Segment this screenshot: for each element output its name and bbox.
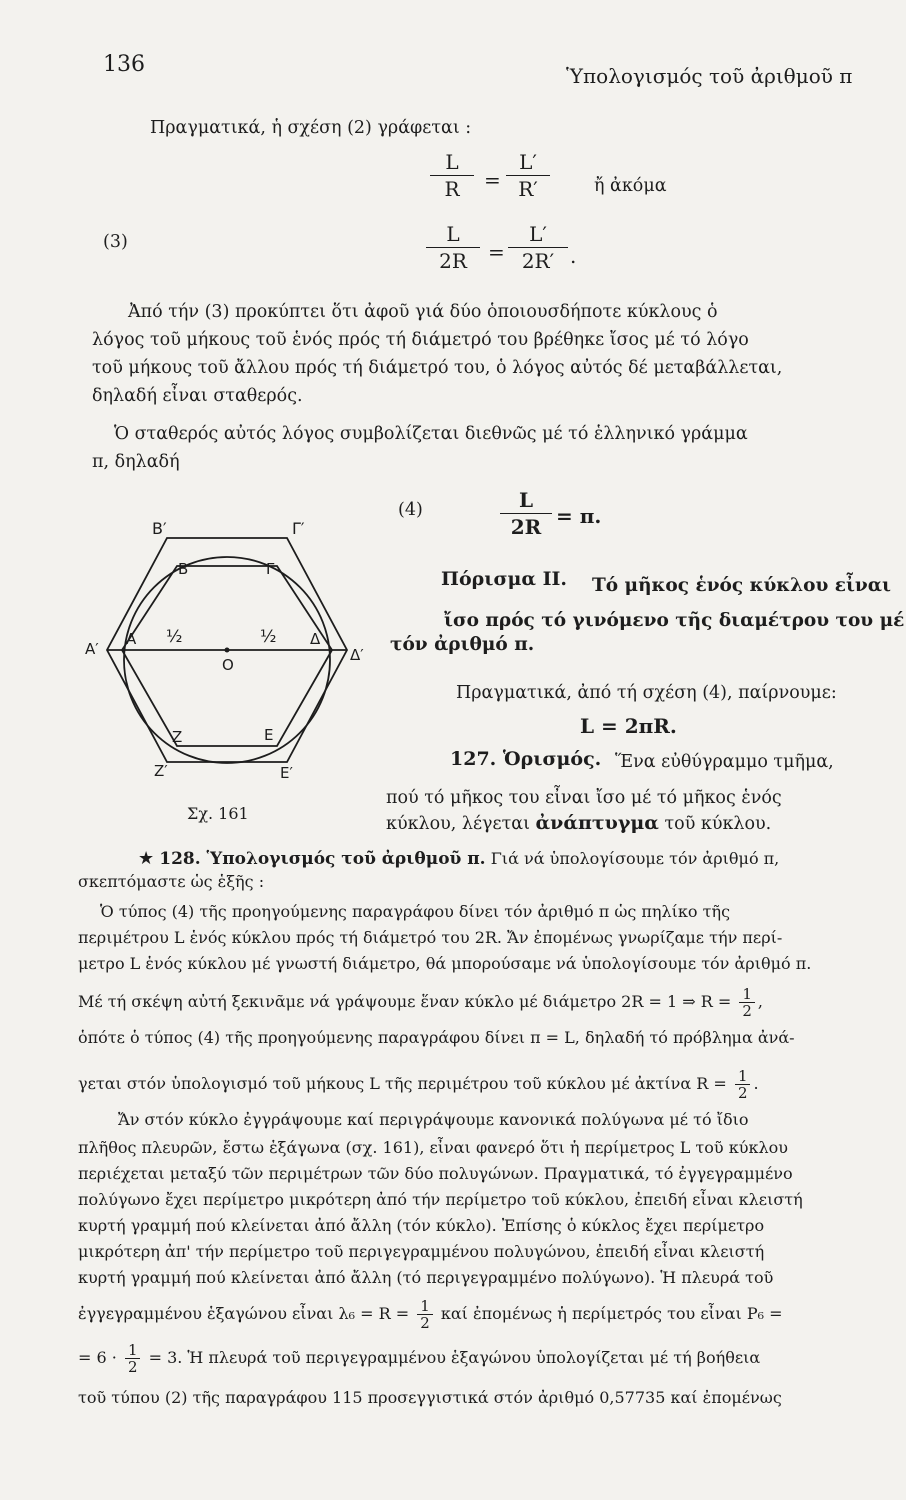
label-A-prime: A′: [85, 640, 99, 658]
period: .: [753, 1074, 759, 1093]
fraction-one-half: [417, 1298, 433, 1331]
definition-line: πού τό μῆκος του εἶναι ἴσο μέ τό μῆκος ἑνός: [386, 788, 782, 808]
paragraph-line: π, δηλαδή: [92, 452, 180, 472]
frac-den: 2: [737, 1084, 748, 1102]
definition-tail: τοῦ κύκλου.: [664, 814, 772, 834]
star-icon: ★: [138, 848, 155, 869]
section-line: περιέχεται μεταξύ τῶν περιμέτρων τῶν δύο πολυγώνων. Πραγματικά, τό ἐγγεγραμμένο: [78, 1164, 793, 1183]
section-text: καί ἐπομένως ἡ περίμετρός του εἶναι P₆ =: [440, 1304, 783, 1323]
frac-num: L′: [519, 150, 537, 174]
label-E: E: [264, 726, 274, 744]
intro-line: Πραγματικά, ἡ σχέση (2) γράφεται :: [150, 118, 472, 138]
section-128-heading: [138, 848, 779, 869]
section-text: Μέ τή σκέψη αὐτή ξεκινᾶμε νά γράψουμε ἕναν κύκλο μέ διάμετρο 2R = 1 ⇒ R =: [78, 992, 732, 1011]
frac-num: 1: [742, 985, 752, 1003]
section-text: ἐγγεγραμμένου ἑξαγώνου εἶναι λ₆ = R =: [78, 1304, 410, 1323]
hexagon-circle-figure: [82, 510, 372, 830]
corollary-line: ἴσο πρός τό γινόμενο τῆς διαμέτρου του μέ: [444, 610, 905, 631]
fraction-one-half: [735, 1068, 751, 1101]
label-G: Γ: [266, 560, 275, 578]
paragraph-line: τοῦ μήκους τοῦ ἄλλου πρός τή διάμετρό του, ὁ λόγος αὐτός δέ μεταβάλλεται,: [92, 358, 783, 378]
section-line: Ἄν στόν κύκλο ἐγγράψουμε καί περιγράψουμε κανονικά πολύγωνα μέ τό ἴδιο: [118, 1110, 749, 1129]
equation-label-3: (3): [103, 232, 128, 252]
fraction-Lp-over-2Rp: [508, 222, 568, 273]
section-line: τοῦ τύπου (2) τῆς παραγράφου 115 προσεγγιστικά στόν ἀριθμό 0,57735 καί ἐπομένως: [78, 1388, 782, 1407]
definition-term: ἀνάπτυγμα: [535, 812, 659, 834]
corollary-formula: L = 2πR.: [580, 714, 677, 738]
section-text: γεται στόν ὑπολογισμό τοῦ μήκους L τῆς περιμέτρου τοῦ κύκλου μέ ἀκτίνα R =: [78, 1074, 727, 1093]
frac-num: L: [445, 150, 459, 174]
label-B: B: [178, 560, 189, 578]
period: .: [570, 244, 577, 268]
section-line-with-fraction: [78, 1068, 759, 1101]
section-text: = 6 ·: [78, 1348, 117, 1367]
section-line-with-fraction: [78, 1298, 782, 1331]
section-line: μετρο L ἑνός κύκλου μέ γνωστή διάμετρο, θά μπορούσαμε νά ὑπολογίσουμε τόν ἀριθμό π.: [78, 954, 812, 973]
frac-bar: [426, 247, 480, 248]
fraction-Lp-over-Rp: [506, 150, 550, 201]
fraction-L-over-R: [430, 150, 474, 201]
or-still-text: ἤ ἀκόμα: [594, 176, 667, 196]
corollary-proof: Πραγματικά, ἀπό τή σχέση (4), παίρνουμε:: [456, 683, 837, 703]
frac-num: L: [446, 222, 460, 246]
fraction-one-half: [739, 986, 755, 1019]
section-line: Ὁ τύπος (4) τῆς προηγούμενης παραγράφου δίνει τόν ἀριθμό π ὡς πηλίκο τῆς: [100, 902, 731, 921]
frac-den: 2: [742, 1002, 752, 1020]
section-line: σκεπτόμαστε ὡς ἑξῆς :: [78, 872, 265, 891]
section-line-with-fraction: [78, 1342, 760, 1375]
figure-caption: Σχ. 161: [187, 804, 249, 823]
page-number: 136: [103, 52, 145, 77]
fraction-L-over-2R-bold: [500, 488, 552, 539]
definition-line: Ἕνα εὐθύγραμμο τμῆμα,: [615, 752, 834, 772]
corollary-title: Πόρισμα II.: [441, 568, 567, 590]
frac-den: 2R′: [521, 249, 555, 273]
label-B-prime: B′: [152, 519, 167, 538]
label-D: Δ: [310, 630, 321, 648]
label-D-prime: Δ′: [350, 646, 364, 664]
section-title: 128. Ὑπολογισμός τοῦ ἀριθμοῦ π.: [159, 849, 486, 869]
label-E-prime: E′: [280, 764, 293, 782]
frac-den: 2R: [439, 249, 467, 273]
label-Z-prime: Z′: [154, 762, 168, 780]
label-half-right: ½: [260, 627, 277, 647]
equals-sign: =: [484, 168, 501, 192]
center-point: [225, 648, 230, 653]
frac-bar: [500, 513, 552, 514]
frac-bar: [430, 175, 474, 176]
paragraph-line: Ὁ σταθερός αὐτός λόγος συμβολίζεται διεθνῶς μέ τό ἑλληνικό γράμμα: [114, 424, 748, 444]
label-G-prime: Γ′: [292, 519, 305, 538]
paragraph-line: λόγος τοῦ μήκους τοῦ ἑνός πρός τή διάμετρό του βρέθηκε ἴσος μέ τό λόγο: [92, 330, 749, 350]
corollary-line: Τό μῆκος ἑνός κύκλου εἶναι: [592, 575, 891, 596]
section-line: πολύγωνο ἔχει περίμετρο μικρότερη ἀπό τήν περίμετρο τοῦ κύκλου, ἐπειδή εἶναι κλειστή: [78, 1190, 803, 1209]
equation-label-4: (4): [398, 500, 423, 520]
section-line: περιμέτρου L ἑνός κύκλου πρός τή διάμετρό του 2R. Ἄν ἐπομένως γνωρίζαμε τήν περί-: [78, 928, 783, 947]
equals-pi: = π.: [556, 504, 602, 528]
paragraph-line: δηλαδή εἶναι σταθερός.: [92, 386, 303, 406]
label-A: A: [126, 630, 137, 648]
section-line: κυρτή γραμμή πού κλείνεται ἀπό ἄλλη (τό περιγεγραμμένο πολύγωνο). Ἡ πλευρά τοῦ: [78, 1268, 774, 1287]
section-text: = 3. Ἡ πλευρά τοῦ περιγεγραμμένου ἑξαγώνου ὑπολογίζεται μέ τή βοήθεια: [148, 1348, 761, 1367]
section-line: μικρότερη ἀπ' τήν περίμετρο τοῦ περιγεγραμμένου πολυγώνου, ἐπειδή εἶναι κλειστή: [78, 1242, 765, 1261]
definition-title: 127. Ὁρισμός.: [450, 748, 602, 770]
frac-bar: [506, 175, 550, 176]
section-line: ὁπότε ὁ τύπος (4) τῆς προηγούμενης παραγράφου δίνει π = L, δηλαδή τό πρόβλημα ἀνά-: [78, 1028, 795, 1047]
section-line: πλῆθος πλευρῶν, ἔστω ἑξάγωνα (σχ. 161), εἶναι φανερό ὅτι ἡ περίμετρος L τοῦ κύκλου: [78, 1138, 788, 1157]
label-Z: Z: [172, 728, 183, 746]
fraction-L-over-2R: [426, 222, 480, 273]
frac-num: 1: [127, 1341, 138, 1359]
frac-bar: [508, 247, 568, 248]
equals-sign: =: [488, 240, 505, 264]
frac-num: L: [518, 488, 534, 512]
label-half-left: ½: [166, 627, 183, 647]
section-line: κυρτή γραμμή πού κλείνεται ἀπό ἄλλη (τόν κύκλο). Ἐπίσης ὁ κύκλος ἔχει περίμετρο: [78, 1216, 765, 1235]
section-intro: Γιά νά ὑπολογίσουμε τόν ἀριθμό π,: [490, 849, 780, 868]
label-O: O: [222, 656, 234, 674]
definition-line-3: [386, 812, 771, 834]
frac-den: R′: [518, 177, 538, 201]
frac-num: 1: [420, 1297, 430, 1315]
frac-num: 1: [737, 1067, 748, 1085]
running-title: Ὑπολογισμός τοῦ ἀριθμοῦ π: [566, 64, 853, 88]
frac-den: 2R: [510, 515, 542, 539]
comma: ,: [757, 992, 764, 1011]
paragraph-line: Ἀπό τήν (3) προκύπτει ὅτι ἀφοῦ γιά δύο ὁποιουσδήποτε κύκλους ὁ: [128, 302, 718, 322]
frac-den: 2: [127, 1358, 138, 1376]
frac-num: L′: [529, 222, 547, 246]
frac-den: R: [444, 177, 460, 201]
frac-den: 2: [420, 1314, 430, 1332]
section-line-with-fraction: [78, 986, 763, 1019]
fraction-one-half: [125, 1342, 141, 1375]
corollary-line: τόν ἀριθμό π.: [390, 634, 535, 655]
definition-text: κύκλου, λέγεται: [386, 814, 530, 834]
